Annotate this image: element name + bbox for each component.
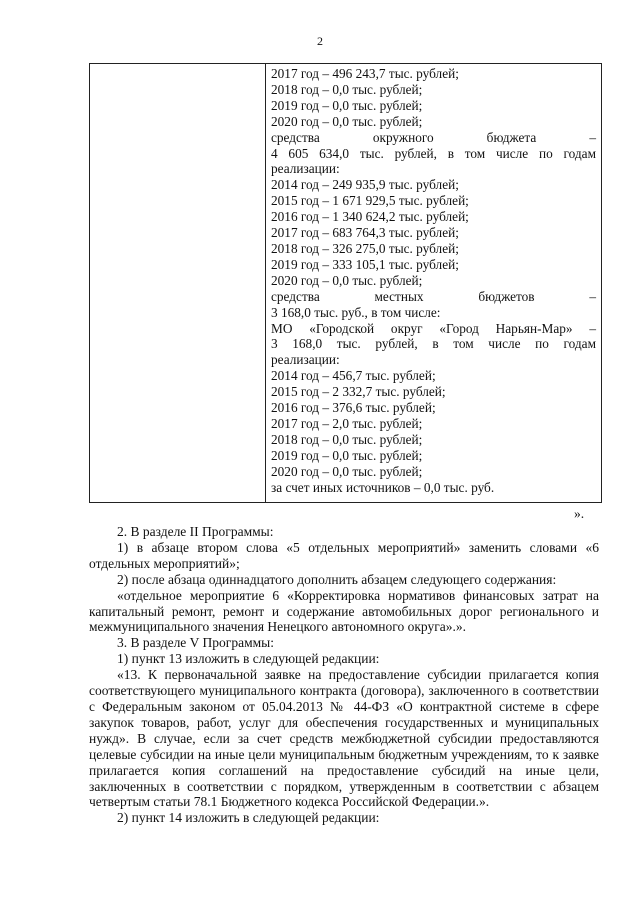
- table-line: за счет иных источников – 0,0 тыс. руб.: [271, 479, 495, 495]
- table-line: 2019 год – 0,0 тыс. рублей;: [271, 447, 423, 463]
- paragraph: 1) пункт 13 изложить в следующей редакции:: [117, 651, 380, 667]
- table-line: 2017 год – 2,0 тыс. рублей;: [271, 415, 423, 431]
- funding-table: [89, 63, 602, 503]
- document-body: [89, 524, 599, 826]
- table-line: 2016 год – 376,6 тыс. рублей;: [271, 400, 436, 416]
- paragraph: 2) пункт 14 изложить в следующей редакции:: [117, 810, 380, 826]
- table-line: 2018 год – 0,0 тыс. рублей;: [271, 81, 423, 97]
- table-line: средства окружного бюджета –: [271, 129, 596, 145]
- table-line: реализации:: [271, 161, 340, 177]
- table-line: 2018 год – 0,0 тыс. рублей;: [271, 431, 423, 447]
- table-line: 3 168,0 тыс. рублей, в том числе по годам: [271, 336, 596, 352]
- table-line: МО «Городской округ «Город Нарьян-Мар» –: [271, 320, 596, 336]
- table-line: 2020 год – 0,0 тыс. рублей;: [271, 113, 423, 129]
- table-column-divider: [265, 64, 266, 502]
- table-line: 2015 год – 1 671 929,5 тыс. рублей;: [271, 193, 469, 209]
- table-line: 2016 год – 1 340 624,2 тыс. рублей;: [271, 209, 469, 225]
- table-line: 2020 год – 0,0 тыс. рублей;: [271, 272, 423, 288]
- table-line: 2014 год – 456,7 тыс. рублей;: [271, 368, 436, 384]
- table-line: 2017 год – 496 243,7 тыс. рублей;: [271, 66, 459, 81]
- table-line: 2020 год – 0,0 тыс. рублей;: [271, 463, 423, 479]
- table-line: реализации:: [271, 352, 340, 368]
- table-line: 2019 год – 0,0 тыс. рублей;: [271, 97, 423, 113]
- table-line: 2019 год – 333 105,1 тыс. рублей;: [271, 256, 459, 272]
- page-number: 2: [317, 34, 323, 48]
- table-line: 2015 год – 2 332,7 тыс. рублей;: [271, 384, 446, 400]
- paragraph: 2. В разделе II Программы:: [117, 524, 274, 539]
- table-line: 4 605 634,0 тыс. рублей, в том числе по годам: [271, 145, 596, 161]
- table-line: 2017 год – 683 764,3 тыс. рублей;: [271, 225, 459, 241]
- closing-quote: ».: [574, 506, 585, 521]
- table-line: 3 168,0 тыс. руб., в том числе:: [271, 304, 441, 320]
- paragraph: 2) после абзаца одиннадцатого дополнить абзацем следующего содержания:: [117, 571, 557, 587]
- table-line: средства местных бюджетов –: [271, 288, 596, 304]
- paragraph: «отдельное мероприятие 6 «Корректировка нормативов финансовых затрат на капитальный ремонт, ремонт и содержание автомобильных дорог регионального и межмуниципального значения Ненецкого автономного округа».».: [89, 587, 599, 635]
- paragraph: 1) в абзаце втором слова «5 отдельных мероприятий» заменить словами «6 отдельных мероприятий»;: [89, 539, 599, 571]
- table-line: 2018 год – 326 275,0 тыс. рублей;: [271, 240, 459, 256]
- paragraph: «13. К первоначальной заявке на предоставление субсидии прилагается копия соответствующего муниципального контракта (договора), заключенного в соответствии с Федеральным законом от 05.04.2013 № 44-ФЗ «О контрактной системе в сфере закупок товаров, работ, услуг для обеспечения государственных и муниципальных нужд». В случае, если за счет средств межбюджетной субсидии предоставляются целевые субсидии на иные цели муниципальным бюджетным учреждениям, то к заявке прилагается копия соглашений на предоставление субсидий на иные цели, заключенных в соответствии с порядком, утвержденным в соответствии с абзацем четвертым статьи 78.1 Бюджетного кодекса Российской Федерации.».: [89, 667, 599, 810]
- table-line: 2014 год – 249 935,9 тыс. рублей;: [271, 177, 459, 193]
- table-right-cell: [271, 66, 596, 495]
- paragraph: 3. В разделе V Программы:: [117, 635, 274, 651]
